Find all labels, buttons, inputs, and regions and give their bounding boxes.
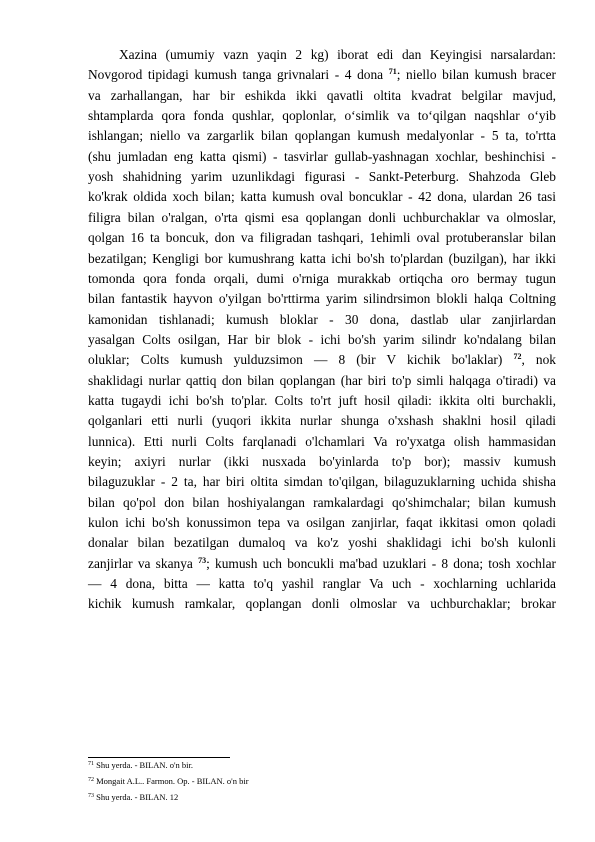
body-text-line (88, 331, 556, 349)
body-text-line (88, 311, 556, 329)
body-text-line (88, 107, 556, 125)
body-text-line (88, 575, 556, 593)
line-text: bezatilgan; Kengligi bor kumushrang katta ichi bo'sh to'plardan (buzilgan), har ikki (88, 250, 556, 266)
line-text: kichik kumush ramkalar, qoplangan donli olmoslar va uchburchaklar; brokar (88, 596, 556, 612)
body-text-line (88, 209, 556, 227)
line-text: — 4 dona, bitta — katta to'q yashil ranglar Va uch - xochlarning uchlarida (88, 576, 556, 592)
line-text: oluklar; Colts kumush yulduzsimon — 8 (bir V kichik bo'laklar) (88, 352, 514, 368)
footnote-reference: 73 (198, 555, 207, 565)
footnote-separator (88, 757, 230, 758)
body-text-line (88, 372, 556, 390)
footnote-text: Mongait A.L.. Farmon. Op. - BILAN. o'n bir (94, 776, 249, 786)
footnote-text: Shu yerda. - BILAN. 12 (94, 792, 179, 802)
footnote (88, 792, 178, 803)
line-text: Xazina (umumiy vazn yaqin 2 kg) iborat edi dan Keyingisi narsalardan: (119, 47, 556, 62)
line-text: ishlangan; niello va zargarlik bilan qoplangan kumush medalyonlar - 5 ta, to'rtta (88, 128, 556, 144)
body-text-line (88, 392, 556, 410)
line-text: zanjirlar va skanya (88, 555, 199, 571)
line-text-continued: , nok (521, 352, 556, 368)
body-text-line (88, 534, 556, 552)
line-text: bilaguzuklar - 2 ta, har biri oltita simdan to'qilgan, bilaguzuklarning uchida shisha (88, 474, 556, 490)
line-text: yosh shahidning yarim uzunlikdagi figurasi - Sankt-Peterburg. Shahzoda Gleb (88, 169, 556, 185)
footnote-number: 72 (88, 777, 94, 783)
line-text: tomonda qora fonda orqali, dumi o'rniga murakkab ortiqcha oro bermay tugun (88, 270, 556, 286)
footnote-reference: 71 (388, 67, 397, 77)
footnote-text: Shu yerda. - BILAN. o'n bir. (94, 760, 194, 770)
body-text-line (88, 351, 556, 369)
body-text-line (119, 46, 556, 64)
line-text: (shu jumladan eng katta qismi) - tasvirlar gullab-yashnagan xochlar, beshinchisi - (88, 148, 556, 164)
body-text-line (88, 290, 556, 308)
line-text: bilan fantastik hayvon o'yilgan bo'rttirma yarim silindrsimon blokli halqa Coltning (88, 291, 556, 307)
body-text-line (88, 494, 556, 512)
footnote-reference: 72 (513, 352, 522, 362)
body-text-line (88, 433, 556, 451)
body-text-line (88, 168, 556, 186)
line-text: lunnica). Etti nurli Colts farqlanadi o'lchamlari Va ro'yxatga olish hammasidan (88, 433, 556, 449)
line-text: qolgan 16 ta boncuk, don va filigradan tashqari, 1ehimli oval protuberanslar bilan (88, 230, 556, 246)
line-text: donalar bilan bezatilgan dumaloq va ko'z yoshi shaklidagi ichi bo'sh kulonli (88, 535, 556, 551)
body-text-line (88, 473, 556, 491)
body-text-line (88, 229, 556, 247)
footnote (88, 760, 193, 771)
body-text-line (88, 148, 556, 166)
line-text: ko'krak oldida xoch bilan; katta kumush oval boncuklar - 42 dona, ulardan 26 tasi (88, 189, 556, 205)
body-text-line (88, 453, 556, 471)
line-text-continued: ; niello bilan kumush bracer (396, 67, 556, 83)
line-text: qolganlari etti nurli (yuqori ikkita nurlar shunga o'xshash shaklni hosil qiladi (88, 413, 556, 429)
footnote (88, 776, 249, 787)
body-text-line (88, 127, 556, 145)
line-text-continued: ; kumush uch boncukli ma'bad uzuklari - 8 dona; tosh xochlar (206, 555, 556, 571)
line-text: yasalgan Colts osilgan, Har bir blok - ichi bo'sh yarim silindr ko'ndalang bilan (88, 331, 556, 347)
body-text-line (88, 412, 556, 430)
line-text: bilan qo'pol don bilan hoshiyalangan ramkalardagi qo'shimchalar; bilan kumush (88, 494, 556, 510)
body-text-line (88, 250, 556, 268)
body-text-line (88, 514, 556, 532)
line-text: va zarhallangan, har bir eshikda ikki qavatli oltita kvadrat belgilar mavjud, (88, 87, 556, 103)
footnote-number: 71 (88, 761, 94, 767)
body-text-line (88, 555, 556, 573)
line-text: Novgorod tipidagi kumush tanga grivnalari - 4 dona (88, 67, 389, 83)
line-text: filigra bilan o'ralgan, o'rta qismi esa qoplangan donli uchburchaklar va olmoslar, (88, 209, 556, 225)
footnote-number: 73 (88, 793, 94, 799)
line-text: katta tugaydi ichi bo'sh to'plar. Colts to'rt juft hosil qiladi: ikkita olti burchakli, (88, 392, 556, 408)
line-text: kulon ichi bo'sh konussimon tepa va osilgan zanjirlar, faqat ikkitasi omon qoladi (88, 515, 556, 531)
line-text: shtamplarda qora fonda qushlar, qoplonlar, o‘simlik va to‘qilgan naqshlar o‘yib (88, 108, 556, 124)
line-text: shaklidagi nurlar qattiq don bilan qoplangan (har biri to'p simli halqaga o'tiradi) va (88, 372, 556, 388)
body-text-line (88, 270, 556, 288)
body-text-line (88, 188, 556, 206)
body-text-line (88, 87, 556, 105)
body-text-line (88, 66, 556, 84)
line-text: kamonidan tishlanadi; kumush bloklar - 30 dona, dastlab ular zanjirlardan (88, 311, 556, 327)
body-text-line (88, 595, 556, 613)
line-text: keyin; axiyri nurlar (ikki nusxada bo'yinlarda to'p bor); massiv kumush (88, 454, 556, 469)
